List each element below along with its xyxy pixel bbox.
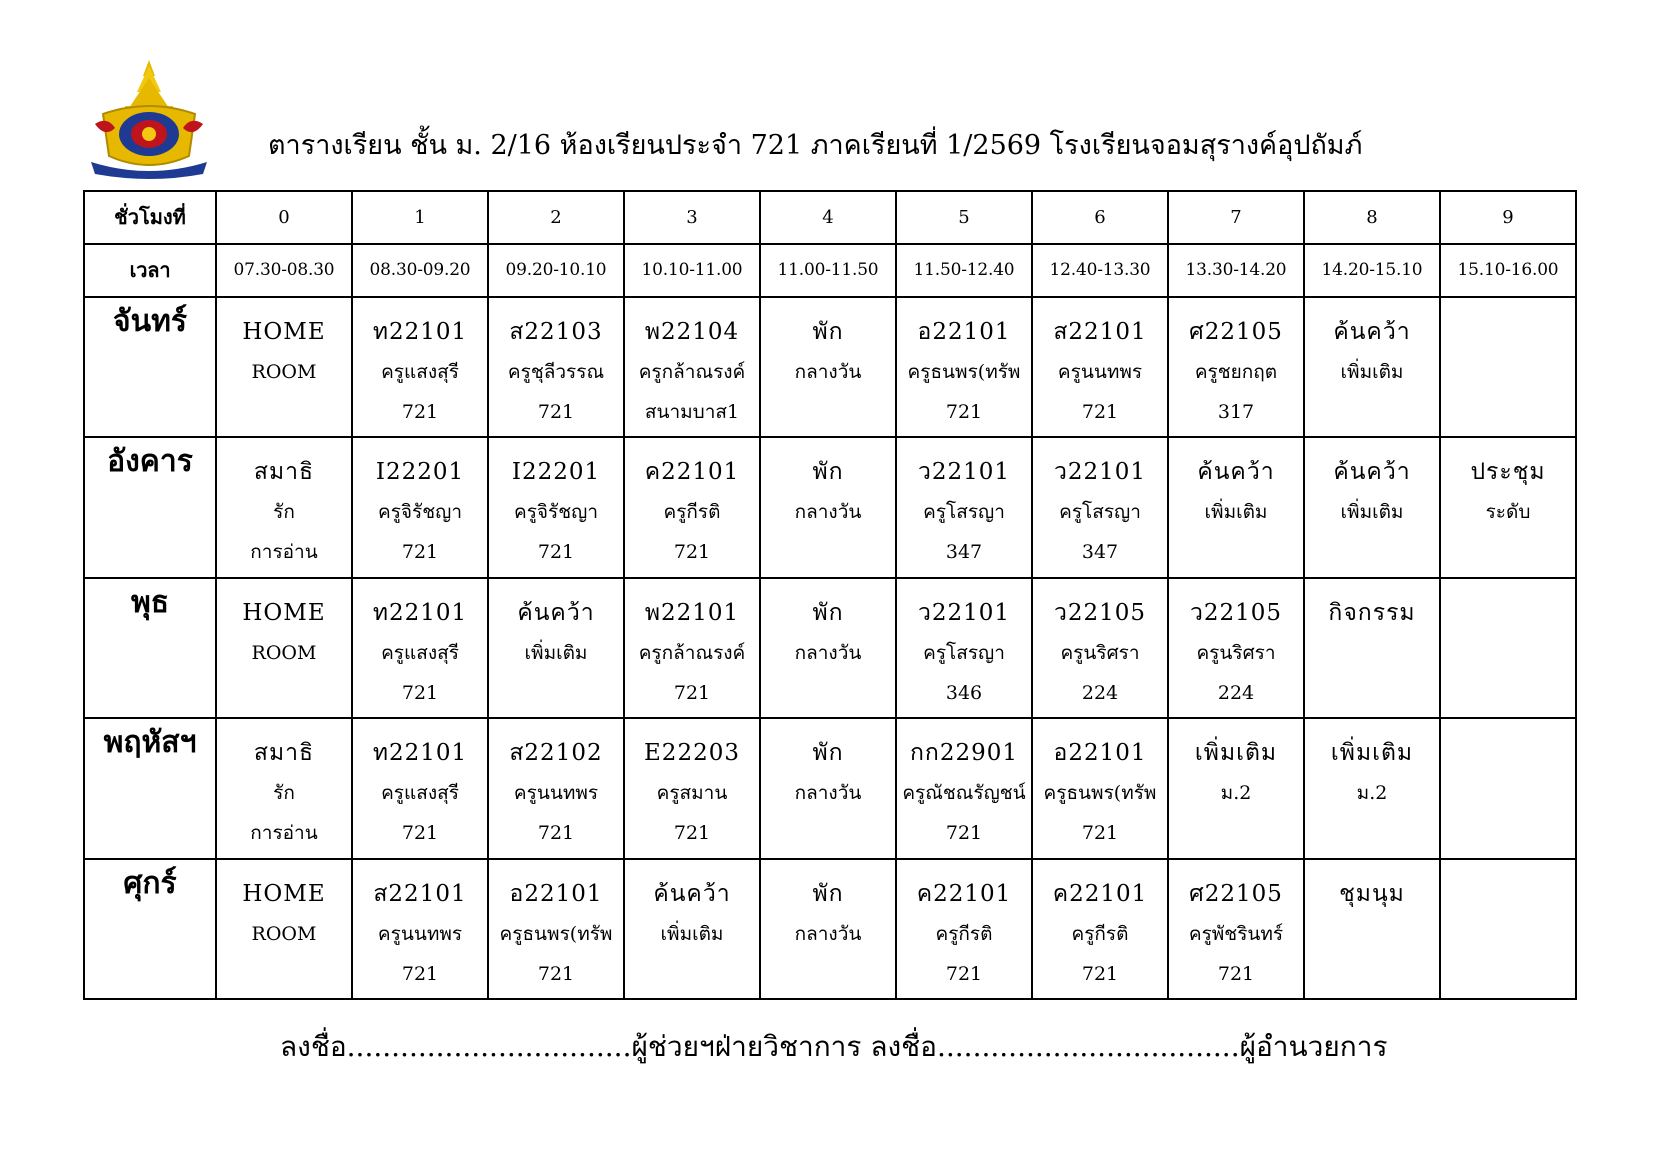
subject-code: ค้นคว้า	[517, 599, 595, 626]
room-number: 721	[673, 681, 711, 704]
subject-code	[1441, 874, 1575, 914]
period-number: 1	[352, 191, 488, 244]
class-cell	[488, 859, 624, 1000]
class-cell	[1168, 297, 1304, 437]
class-cell	[352, 859, 488, 1000]
class-cell	[624, 578, 760, 718]
class-cell	[1440, 859, 1576, 1000]
subject-code: I22201	[511, 459, 601, 486]
room-number	[217, 954, 351, 994]
subject-code: ศ22105	[1189, 880, 1283, 907]
class-cell	[352, 297, 488, 437]
teacher-name: ครูแสงสุรี	[381, 641, 459, 664]
subject-code: พัก	[812, 599, 844, 626]
room-number	[1305, 673, 1439, 713]
teacher-name: ครูธนพร(ทรัพ	[1043, 782, 1157, 805]
room-number: 721	[945, 962, 983, 985]
time-slot: 11.00-11.50	[760, 244, 896, 297]
day-name: พุธ	[84, 578, 216, 718]
room-number	[1305, 532, 1439, 572]
teacher-name: ครูกล้าณรงค์	[638, 360, 746, 383]
time-header-row	[84, 244, 1576, 297]
room-number: 317	[1217, 400, 1255, 423]
teacher-name: กลางวัน	[794, 782, 862, 805]
room-number	[761, 673, 895, 713]
subject-code: พัก	[812, 459, 844, 486]
room-number	[761, 813, 895, 853]
class-cell	[1304, 718, 1440, 858]
time-slot: 14.20-15.10	[1304, 244, 1440, 297]
signature-line: ลงชื่อ................................ผู้ช่วยฯฝ่ายวิชาการ ลงชื่อ..................................ผู้อำนวยการ	[280, 1030, 1388, 1063]
teacher-name: ครูกล้าณรงค์	[638, 641, 746, 664]
teacher-name: ครูจิรัชญา	[513, 501, 598, 524]
teacher-name: กลางวัน	[794, 360, 862, 383]
room-number: การอ่าน	[250, 822, 318, 845]
class-cell	[216, 859, 352, 1000]
subject-code: HOME	[242, 880, 326, 907]
subject-code: E22203	[644, 740, 740, 767]
class-cell	[1168, 437, 1304, 577]
room-number	[1441, 392, 1575, 432]
class-cell	[216, 578, 352, 718]
day-name: ศุกร์	[84, 859, 216, 1000]
time-slot: 07.30-08.30	[216, 244, 352, 297]
teacher-name: ระดับ	[1485, 501, 1531, 524]
room-number: 721	[673, 541, 711, 564]
subject-code: เพิ่มเติม	[1330, 740, 1414, 767]
room-number	[761, 532, 895, 572]
class-cell	[1168, 718, 1304, 858]
school-emblem	[85, 58, 213, 180]
subject-code: ว22105	[1053, 599, 1147, 626]
time-slot: 08.30-09.20	[352, 244, 488, 297]
subject-code: พัก	[812, 880, 844, 907]
room-number: 721	[673, 822, 711, 845]
time-slot: 11.50-12.40	[896, 244, 1032, 297]
subject-code: ส22101	[1053, 318, 1147, 345]
day-row	[84, 859, 1576, 1000]
class-cell	[488, 718, 624, 858]
subject-code: พ22101	[644, 599, 740, 626]
teacher-name: กลางวัน	[794, 922, 862, 945]
class-cell	[216, 297, 352, 437]
subject-code: กิจกรรม	[1328, 599, 1416, 626]
teacher-name: ROOM	[251, 641, 317, 664]
room-number: 721	[945, 400, 983, 423]
class-cell	[352, 578, 488, 718]
period-number: 8	[1304, 191, 1440, 244]
period-number: 7	[1168, 191, 1304, 244]
room-number: 721	[537, 400, 575, 423]
subject-code: HOME	[242, 599, 326, 626]
teacher-name: เพิ่มเติม	[1340, 501, 1404, 524]
subject-code: ค้นคว้า	[653, 880, 731, 907]
subject-code: ว22105	[1189, 599, 1283, 626]
subject-code: ค้นคว้า	[1197, 459, 1275, 486]
class-cell	[352, 437, 488, 577]
teacher-name: เพิ่มเติม	[524, 641, 588, 664]
room-number	[489, 673, 623, 713]
time-label: เวลา	[84, 244, 216, 297]
time-slot: 09.20-10.10	[488, 244, 624, 297]
room-number: 721	[401, 681, 439, 704]
class-cell	[624, 297, 760, 437]
teacher-name: ครูโสรญา	[923, 501, 1005, 524]
subject-code: พัก	[812, 740, 844, 767]
timetable	[83, 190, 1577, 1000]
class-cell	[896, 437, 1032, 577]
teacher-name: ครูชยกฤต	[1194, 360, 1278, 383]
room-number: 721	[1081, 822, 1119, 845]
room-number	[1305, 813, 1439, 853]
class-cell	[1032, 578, 1168, 718]
class-cell	[1304, 859, 1440, 1000]
teacher-name: ครูณัชณรัญชน์	[902, 782, 1026, 805]
teacher-name: ครูชุลีวรรณ	[507, 360, 605, 383]
teacher-name	[1305, 914, 1439, 954]
subject-code	[1441, 733, 1575, 773]
class-cell	[1304, 578, 1440, 718]
subject-code: I22201	[375, 459, 465, 486]
subject-code: ส22102	[509, 740, 603, 767]
class-cell	[1032, 297, 1168, 437]
subject-code: สมาธิ	[253, 740, 315, 767]
room-number: 721	[537, 541, 575, 564]
subject-code: พ22104	[644, 318, 740, 345]
teacher-name: รัก	[273, 501, 295, 524]
teacher-name: เพิ่มเติม	[660, 922, 724, 945]
room-number	[1441, 673, 1575, 713]
room-number: 346	[945, 681, 983, 704]
subject-code: ค้นคว้า	[1333, 318, 1411, 345]
room-number: 721	[1217, 962, 1255, 985]
class-cell	[896, 718, 1032, 858]
day-row	[84, 437, 1576, 577]
page-title: ตารางเรียน ชั้น ม. 2/16 ห้องเรียนประจำ 721 ภาคเรียนที่ 1/2569 โรงเรียนจอมสุรางค์อุปถัมภ์	[268, 130, 1363, 161]
subject-code: ค22101	[644, 459, 740, 486]
room-number	[1169, 813, 1303, 853]
teacher-name: ครูกีรติ	[935, 922, 993, 945]
class-cell	[488, 437, 624, 577]
teacher-name: ม.2	[1356, 782, 1388, 805]
subject-code: สมาธิ	[253, 459, 315, 486]
subject-code: ท22101	[372, 740, 468, 767]
time-slot: 13.30-14.20	[1168, 244, 1304, 297]
teacher-name: กลางวัน	[794, 501, 862, 524]
room-number: 721	[401, 400, 439, 423]
class-cell	[760, 297, 896, 437]
class-cell	[1440, 718, 1576, 858]
subject-code: อ22101	[917, 318, 1011, 345]
room-number: 721	[537, 962, 575, 985]
room-number: 224	[1217, 681, 1255, 704]
day-row	[84, 718, 1576, 858]
room-number: 721	[401, 962, 439, 985]
period-label: ชั่วโมงที่	[84, 191, 216, 244]
class-cell	[1304, 297, 1440, 437]
teacher-name: ROOM	[251, 922, 317, 945]
room-number	[761, 392, 895, 432]
room-number: 721	[1081, 962, 1119, 985]
period-number: 6	[1032, 191, 1168, 244]
class-cell	[624, 718, 760, 858]
teacher-name	[1305, 633, 1439, 673]
room-number: 347	[1081, 541, 1119, 564]
class-cell	[352, 718, 488, 858]
teacher-name	[1441, 773, 1575, 813]
subject-code: ชุมนุม	[1339, 880, 1405, 907]
class-cell	[488, 297, 624, 437]
class-cell	[896, 859, 1032, 1000]
room-number: 721	[401, 822, 439, 845]
class-cell	[896, 578, 1032, 718]
time-slot: 12.40-13.30	[1032, 244, 1168, 297]
subject-code	[1441, 593, 1575, 633]
class-cell	[488, 578, 624, 718]
period-number: 5	[896, 191, 1032, 244]
class-cell	[1032, 437, 1168, 577]
school-emblem-icon	[85, 58, 213, 180]
class-cell	[1032, 859, 1168, 1000]
teacher-name: ครูจิรัชญา	[377, 501, 462, 524]
teacher-name: ครูกีรติ	[1071, 922, 1129, 945]
subject-code: ค22101	[916, 880, 1012, 907]
room-number	[1305, 954, 1439, 994]
teacher-name: ครูพัชรินทร์	[1188, 922, 1284, 945]
class-cell	[624, 437, 760, 577]
teacher-name: ครูนนทพร	[513, 782, 599, 805]
room-number	[1441, 532, 1575, 572]
room-number: 721	[401, 541, 439, 564]
teacher-name: ครูธนพร(ทรัพ	[499, 922, 613, 945]
day-name: อังคาร	[84, 437, 216, 577]
class-cell	[624, 859, 760, 1000]
teacher-name: ครูนนทพร	[1057, 360, 1143, 383]
subject-code: เพิ่มเติม	[1194, 740, 1278, 767]
room-number: การอ่าน	[250, 541, 318, 564]
subject-code: ส22103	[509, 318, 603, 345]
subject-code: ว22101	[917, 459, 1011, 486]
room-number	[1305, 392, 1439, 432]
day-name: พฤหัสฯ	[84, 718, 216, 858]
class-cell	[1168, 578, 1304, 718]
teacher-name: ครูโสรญา	[923, 641, 1005, 664]
room-number: สนามบาส1	[644, 400, 740, 423]
subject-code: ท22101	[372, 599, 468, 626]
class-cell	[216, 437, 352, 577]
teacher-name	[1441, 352, 1575, 392]
teacher-name: ครูสมาน	[656, 782, 728, 805]
subject-code: HOME	[242, 318, 326, 345]
subject-code: ว22101	[1053, 459, 1147, 486]
teacher-name	[1441, 633, 1575, 673]
teacher-name: กลางวัน	[794, 641, 862, 664]
time-slot: 10.10-11.00	[624, 244, 760, 297]
teacher-name: ROOM	[251, 360, 317, 383]
class-cell	[760, 578, 896, 718]
teacher-name: ครูธนพร(ทรัพ	[907, 360, 1021, 383]
day-row	[84, 578, 1576, 718]
class-cell	[1304, 437, 1440, 577]
room-number	[1169, 532, 1303, 572]
room-number: 721	[1081, 400, 1119, 423]
subject-code: อ22101	[1053, 740, 1147, 767]
teacher-name: ครูนริศรา	[1060, 641, 1140, 664]
subject-code: ว22101	[917, 599, 1011, 626]
teacher-name: เพิ่มเติม	[1340, 360, 1404, 383]
teacher-name: เพิ่มเติม	[1204, 501, 1268, 524]
room-number: 347	[945, 541, 983, 564]
class-cell	[1440, 578, 1576, 718]
room-number	[217, 673, 351, 713]
teacher-name: ครูโสรญา	[1059, 501, 1141, 524]
class-cell	[760, 718, 896, 858]
subject-code: ประชุม	[1470, 459, 1546, 486]
subject-code: ค้นคว้า	[1333, 459, 1411, 486]
room-number	[217, 392, 351, 432]
class-cell	[216, 718, 352, 858]
subject-code: ศ22105	[1189, 318, 1283, 345]
teacher-name	[1441, 914, 1575, 954]
period-header-row	[84, 191, 1576, 244]
period-number: 3	[624, 191, 760, 244]
period-number: 2	[488, 191, 624, 244]
room-number	[761, 954, 895, 994]
day-name: จันทร์	[84, 297, 216, 437]
class-cell	[1168, 859, 1304, 1000]
subject-code: อ22101	[509, 880, 603, 907]
class-cell	[760, 859, 896, 1000]
time-slot: 15.10-16.00	[1440, 244, 1576, 297]
class-cell	[896, 297, 1032, 437]
teacher-name: รัก	[273, 782, 295, 805]
subject-code: ท22101	[372, 318, 468, 345]
teacher-name: ครูนริศรา	[1196, 641, 1276, 664]
teacher-name: ครูแสงสุรี	[381, 360, 459, 383]
day-row	[84, 297, 1576, 437]
room-number: 224	[1081, 681, 1119, 704]
class-cell	[760, 437, 896, 577]
subject-code	[1441, 312, 1575, 352]
subject-code: พัก	[812, 318, 844, 345]
subject-code: กก22901	[909, 740, 1019, 767]
class-cell	[1440, 437, 1576, 577]
class-cell	[1032, 718, 1168, 858]
room-number: 721	[945, 822, 983, 845]
room-number	[1441, 813, 1575, 853]
teacher-name: ม.2	[1220, 782, 1252, 805]
subject-code: ค22101	[1052, 880, 1148, 907]
period-number: 9	[1440, 191, 1576, 244]
class-cell	[1440, 297, 1576, 437]
period-number: 0	[216, 191, 352, 244]
period-number: 4	[760, 191, 896, 244]
teacher-name: ครูนนทพร	[377, 922, 463, 945]
room-number: 721	[537, 822, 575, 845]
subject-code: ส22101	[373, 880, 467, 907]
room-number	[625, 954, 759, 994]
teacher-name: ครูกีรติ	[663, 501, 721, 524]
room-number	[1441, 954, 1575, 994]
teacher-name: ครูแสงสุรี	[381, 782, 459, 805]
